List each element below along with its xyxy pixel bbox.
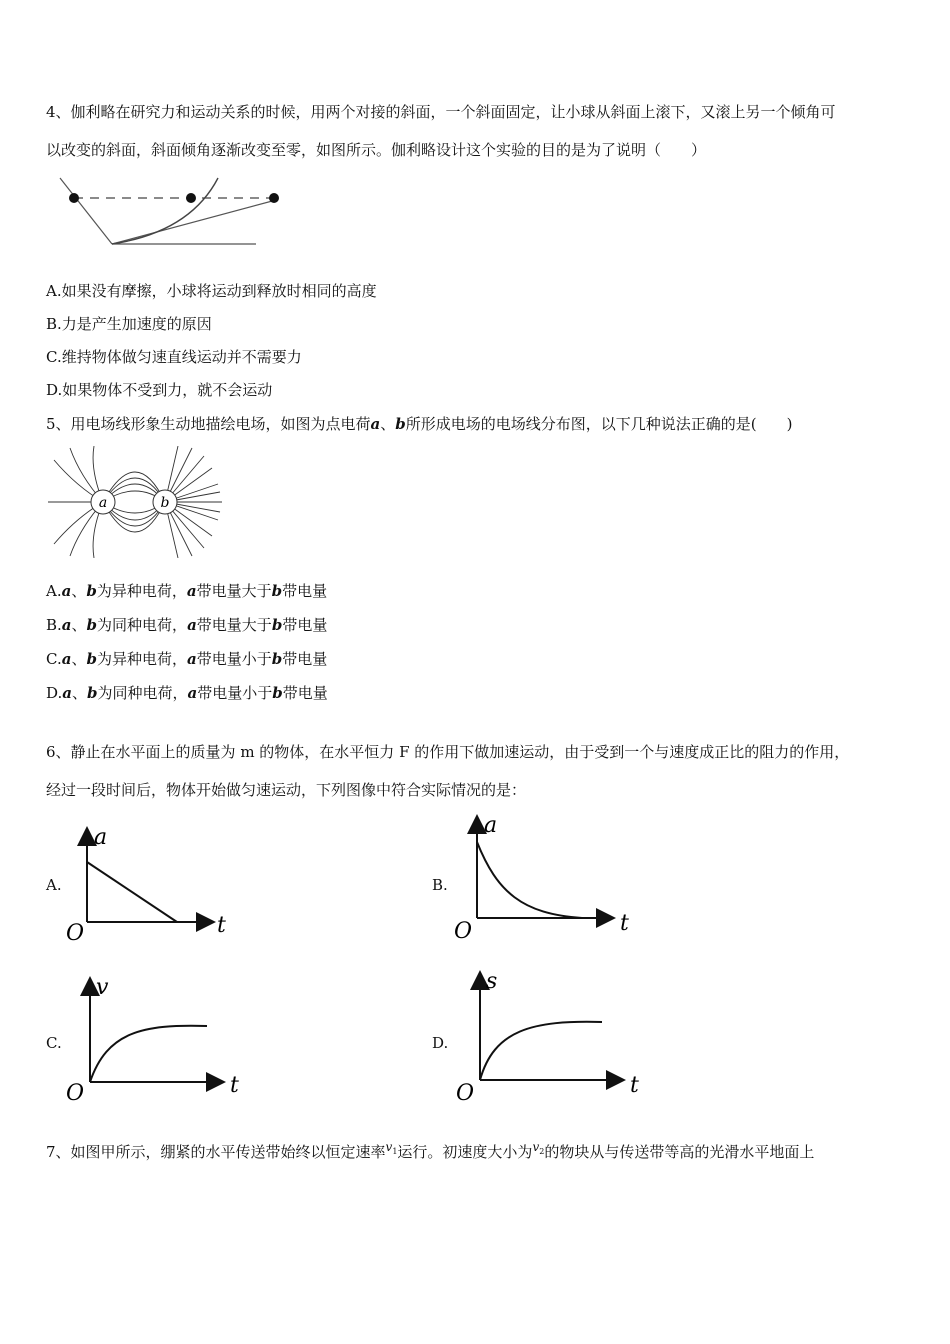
q5-option-b: B.a、b为同种电荷，a带电量大于b带电量	[46, 616, 328, 634]
graph-c-origin: O	[66, 1081, 85, 1106]
graph-b	[452, 812, 642, 946]
graph-c-y-label: v	[96, 975, 109, 1000]
q4-option-a: A.如果没有摩擦，小球将运动到释放时相同的高度	[46, 282, 377, 300]
q5-sep: 、	[380, 415, 396, 433]
graph-c-label: C.	[46, 1034, 62, 1052]
graph-d	[452, 966, 652, 1106]
graph-a-x-label: t	[217, 913, 226, 938]
q5-option-c: C.a、b为异种电荷，a带电量小于b带电量	[46, 650, 328, 668]
charge-b-label: b	[395, 415, 406, 433]
q4-stem-line1: 4、伽利略在研究力和运动关系的时候，用两个对接的斜面，一个斜面固定，让小球从斜面上滚下，又滚上另一个倾角可	[46, 103, 836, 121]
field-label-b: b	[160, 495, 170, 511]
q5-option-d: D.a、b为同种电荷，a带电量小于b带电量	[46, 684, 328, 702]
field-lines-figure	[46, 446, 226, 558]
incline-figure	[50, 172, 280, 252]
graph-d-label: D.	[432, 1034, 449, 1052]
v1-symbol: v1	[385, 1140, 398, 1156]
graph-c	[62, 972, 252, 1106]
v2-symbol: v2	[532, 1140, 545, 1156]
q7-text2: 运行。初速度大小为	[397, 1143, 533, 1161]
graph-a-y-label: a	[94, 825, 108, 850]
charge-a-label: a	[370, 415, 381, 433]
graph-a	[62, 820, 242, 948]
q6-stem-line1: 6、静止在水平面上的质量为 m 的物体，在水平恒力 F 的作用下做加速运动，由于受到一个与速度成正比的阻力的作用，	[46, 743, 850, 761]
graph-b-x-label: t	[620, 911, 629, 936]
q4-option-d: D.如果物体不受到力，就不会运动	[46, 381, 273, 399]
q4-stem-line2: 以改变的斜面，斜面倾角逐渐改变至零，如图所示。伽利略设计这个实验的目的是为了说明（ ）	[46, 141, 707, 159]
q6-stem-line2: 经过一段时间后，物体开始做匀速运动，下列图像中符合实际情况的是：	[46, 781, 527, 799]
graph-d-y-label: s	[486, 969, 498, 994]
graph-c-x-label: t	[230, 1073, 239, 1098]
graph-b-origin: O	[454, 919, 473, 944]
q5-option-a: A.a、b为异种电荷，a带电量大于b带电量	[46, 582, 328, 600]
graph-a-label: A.	[46, 876, 62, 894]
q5-stem-text1: 5、用电场线形象生动地描绘电场，如图为点电荷	[46, 415, 371, 433]
q7-text1: 7、如图甲所示，绷紧的水平传送带始终以恒定速率	[46, 1143, 386, 1161]
q4-option-c: C.维持物体做匀速直线运动并不需要力	[46, 348, 302, 366]
q5-stem	[46, 414, 793, 434]
graph-b-y-label: a	[484, 813, 498, 838]
graph-d-x-label: t	[630, 1073, 639, 1098]
q7-text3: 的物块从与传送带等高的光滑水平地面上	[544, 1143, 815, 1161]
graph-d-origin: O	[456, 1081, 475, 1106]
q5-stem-text2: 所形成电场的电场线分布图，以下几种说法正确的是( )	[405, 415, 793, 433]
graph-b-label: B.	[432, 876, 448, 894]
field-label-a: a	[98, 495, 108, 511]
q4-option-b: B.力是产生加速度的原因	[46, 315, 212, 333]
q7-stem	[46, 1142, 814, 1168]
graph-a-origin: O	[66, 921, 85, 946]
